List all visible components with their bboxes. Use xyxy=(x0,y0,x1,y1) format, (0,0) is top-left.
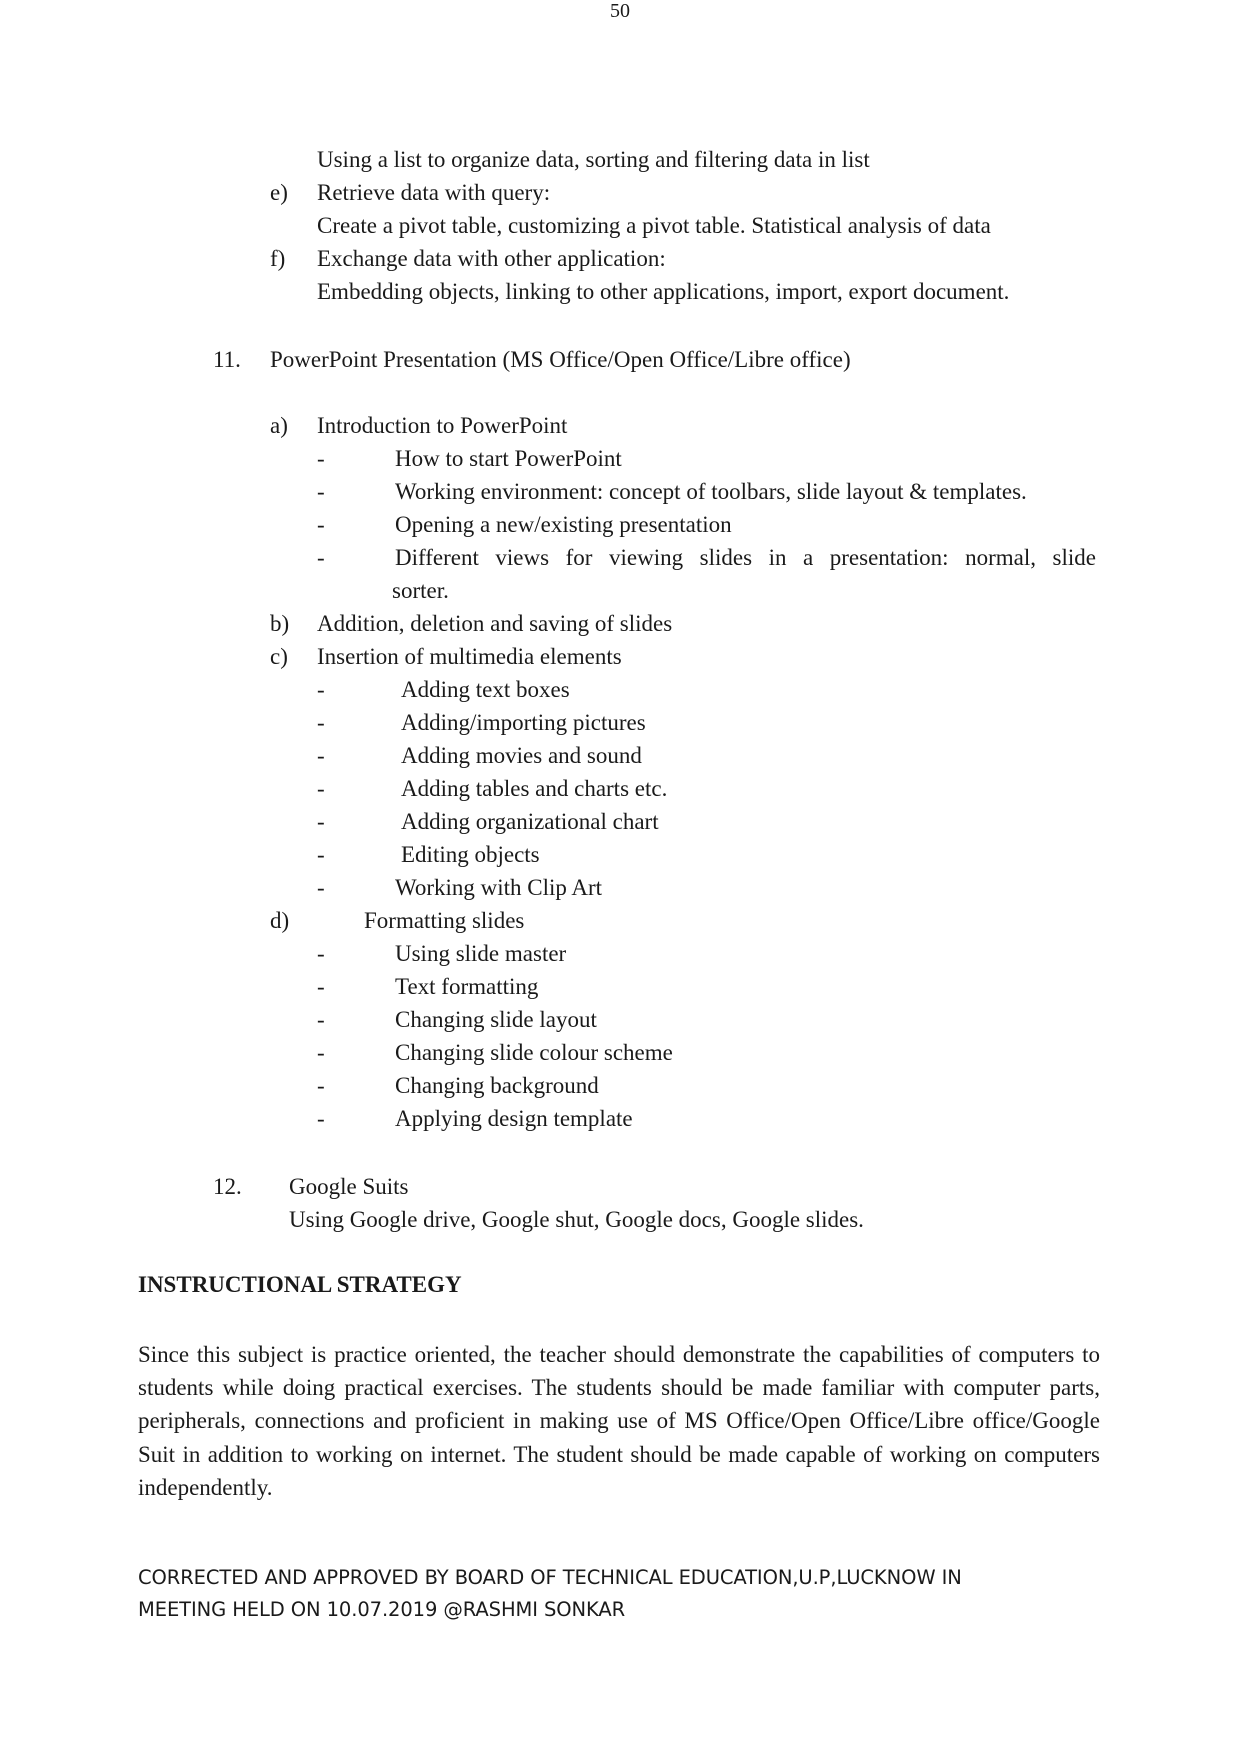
dash: - xyxy=(317,479,325,504)
dash: - xyxy=(317,875,325,900)
list-item: Using slide master xyxy=(395,941,567,966)
dash: - xyxy=(317,512,325,537)
item-a-marker: a) xyxy=(270,413,288,438)
list-item: Changing slide layout xyxy=(395,1007,597,1032)
dash: - xyxy=(317,710,325,735)
dash: - xyxy=(317,545,325,570)
item-e-title: Retrieve data with query: xyxy=(317,180,551,205)
list-item: Applying design template xyxy=(395,1106,633,1131)
section-11-title: PowerPoint Presentation (MS Office/Open Office/Libre office) xyxy=(270,347,851,372)
dash: - xyxy=(317,1040,325,1065)
list-item: Editing objects xyxy=(401,842,540,867)
dash: - xyxy=(317,776,325,801)
dash: - xyxy=(317,1106,325,1131)
list-item: Adding/importing pictures xyxy=(401,710,646,735)
dash: - xyxy=(317,809,325,834)
item-d-title: Formatting slides xyxy=(364,908,525,933)
list-item: Changing slide colour scheme xyxy=(395,1040,673,1065)
dash: - xyxy=(317,842,325,867)
footer-line-1: CORRECTED AND APPROVED BY BOARD OF TECHNICAL EDUCATION,U.P,LUCKNOW IN xyxy=(138,1566,962,1589)
list-item: Working environment: concept of toolbars, slide layout & templates. xyxy=(395,479,1027,504)
dash: - xyxy=(317,1073,325,1098)
list-item: Adding organizational chart xyxy=(401,809,659,834)
list-organize-line: Using a list to organize data, sorting and filtering data in list xyxy=(317,147,870,172)
item-f-marker: f) xyxy=(270,246,286,271)
dash: - xyxy=(317,941,325,966)
footer-line-2: MEETING HELD ON 10.07.2019 @RASHMI SONKAR xyxy=(138,1598,626,1621)
section-12-number: 12. xyxy=(213,1174,242,1199)
item-a-title: Introduction to PowerPoint xyxy=(317,413,568,438)
item-f-title: Exchange data with other application: xyxy=(317,246,666,271)
list-item: How to start PowerPoint xyxy=(395,446,622,471)
dash: - xyxy=(317,1007,325,1032)
item-e-marker: e) xyxy=(270,180,288,205)
dash: - xyxy=(317,974,325,999)
section-12-title: Google Suits xyxy=(289,1174,409,1199)
item-d-marker: d) xyxy=(270,908,290,933)
list-item: Working with Clip Art xyxy=(395,875,603,900)
item-b-title: Addition, deletion and saving of slides xyxy=(317,611,673,636)
list-item: Text formatting xyxy=(395,974,539,999)
list-item: Adding movies and sound xyxy=(401,743,642,768)
section-11-number: 11. xyxy=(213,347,241,372)
item-f-body: Embedding objects, linking to other applications, import, export document. xyxy=(317,279,1010,304)
list-item: Adding text boxes xyxy=(401,677,570,702)
item-c-title: Insertion of multimedia elements xyxy=(317,644,622,669)
list-item: Changing background xyxy=(395,1073,599,1098)
page-number: 50 xyxy=(610,0,630,22)
dash: - xyxy=(317,446,325,471)
item-e-body: Create a pivot table, customizing a pivot table. Statistical analysis of data xyxy=(317,213,991,238)
list-item: Adding tables and charts etc. xyxy=(401,776,668,801)
dash: - xyxy=(317,743,325,768)
dash: - xyxy=(317,677,325,702)
item-b-marker: b) xyxy=(270,611,290,636)
instructional-strategy-heading: INSTRUCTIONAL STRATEGY xyxy=(138,1272,462,1297)
instructional-strategy-paragraph: Since this subject is practice oriented, the teacher should demonstrate the capabilities of computers to students while doing practical exercises. The students should be made familiar with computer parts, peripherals, connections and proficient in making use of MS Office/Open Office/Libre office/Google Suit in addition to working on internet. The student should be made capable of working on computers independently. xyxy=(138,1342,1100,1500)
item-c-marker: c) xyxy=(270,644,288,669)
list-item: Opening a new/existing presentation xyxy=(395,512,732,537)
list-item-continuation: sorter. xyxy=(392,578,449,603)
section-12-body: Using Google drive, Google shut, Google docs, Google slides. xyxy=(289,1207,864,1232)
list-item: Different views for viewing slides in a presentation: normal, slide xyxy=(395,545,1096,570)
